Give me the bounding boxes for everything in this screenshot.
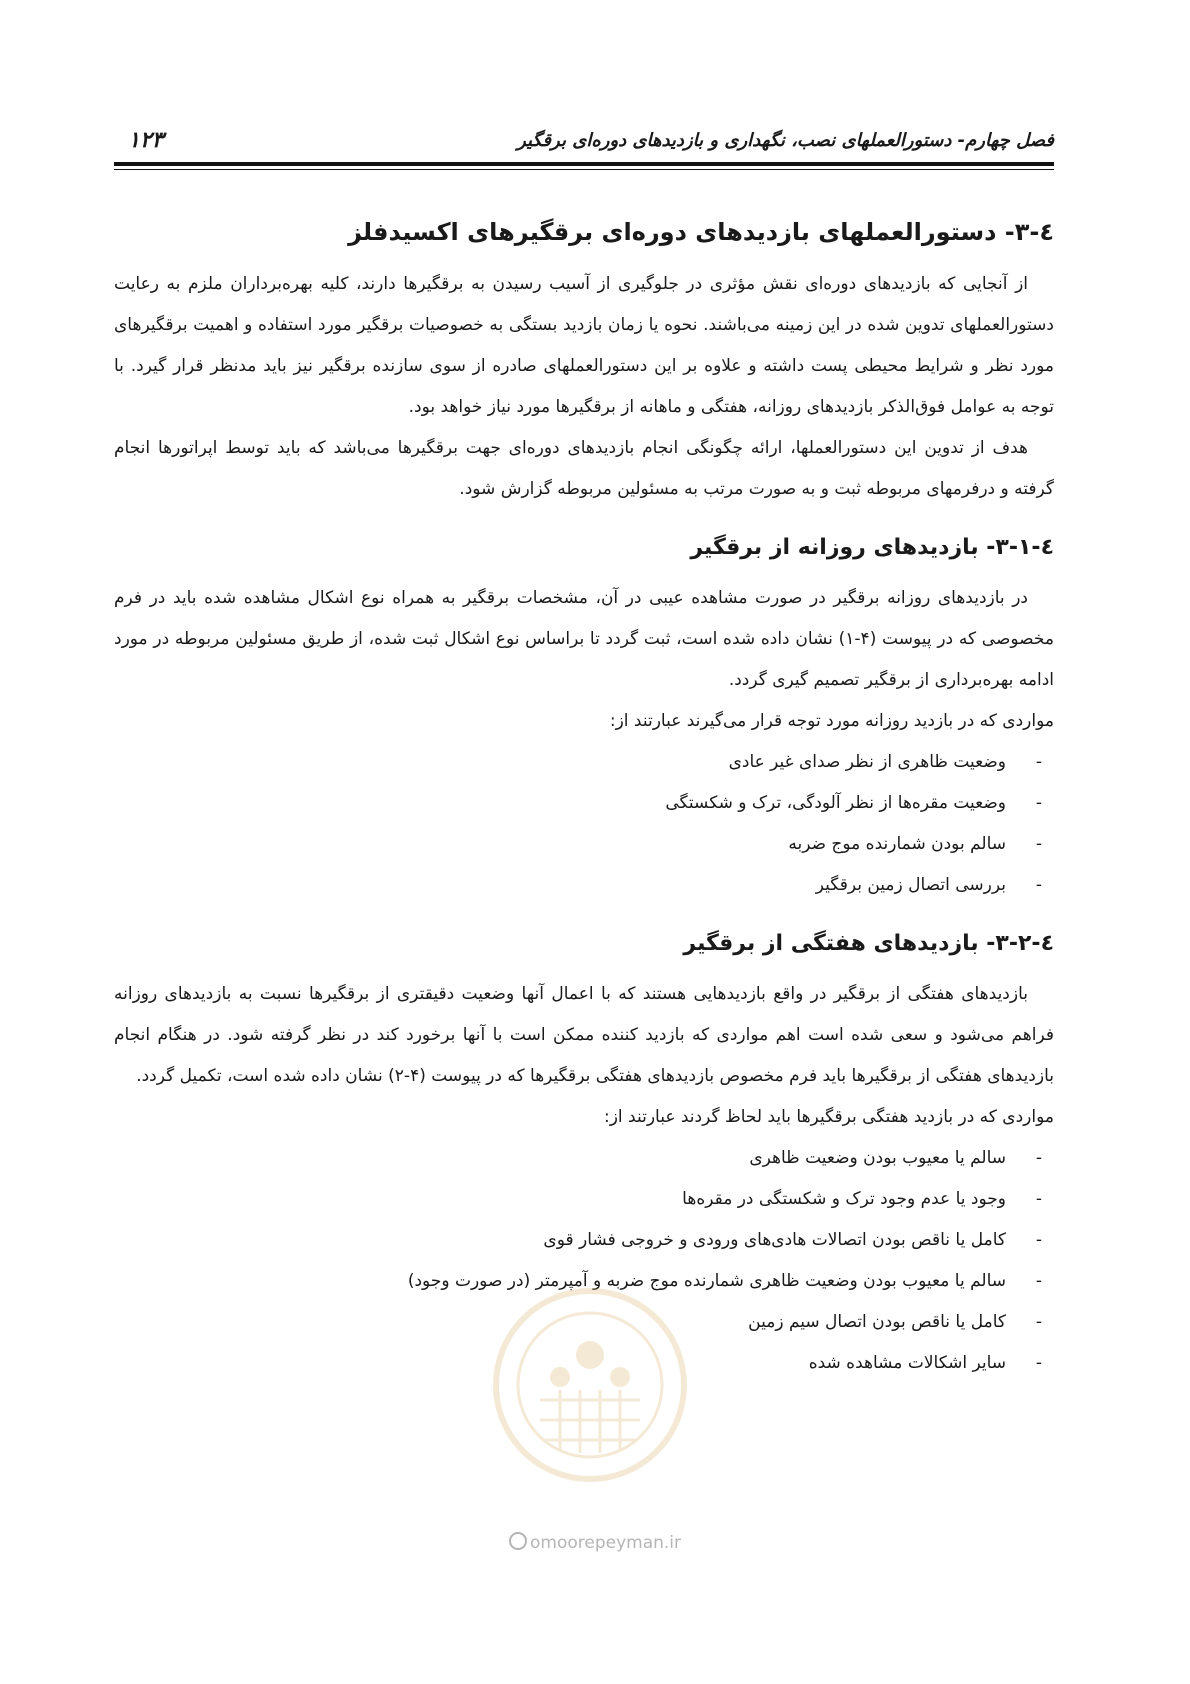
- daily-heading: ٤-۳-۱- بازدیدهای روزانه از برقگیر: [690, 535, 1054, 560]
- list-item: - سالم یا معیوب بودن وضعیت ظاهری: [114, 1138, 1054, 1179]
- daily-intro: مواردی که در بازدید روزانه مورد توجه قرار می‌گیرند عبارتند از:: [609, 711, 1054, 731]
- page-header: [114, 122, 1054, 162]
- daily-list: [114, 742, 1054, 906]
- list-item: - وضعیت ظاهری از نظر صدای غیر عادی: [114, 742, 1054, 783]
- header-rule-thick: [114, 162, 1054, 166]
- list-item: - سالم یا معیوب بودن وضعیت ظاهری شمارنده موج ضربه و آمپرمتر (در صورت وجود): [114, 1261, 1054, 1302]
- page-number: ۱۲۳: [128, 128, 164, 153]
- list-item: - وجود یا عدم وجود ترک و شکستگی در مقره‌ها: [114, 1179, 1054, 1220]
- list-item: - سالم بودن شمارنده موج ضربه: [114, 824, 1054, 865]
- weekly-intro: مواردی که در بازدید هفتگی برقگیرها باید لحاظ گردند عبارتند از:: [603, 1107, 1054, 1127]
- weekly-list: [114, 1138, 1054, 1384]
- header-rule-thin: [114, 169, 1054, 170]
- weekly-heading: ٤-۳-۲- بازدیدهای هفتگی از برقگیر: [683, 931, 1054, 956]
- list-item: - سایر اشکالات مشاهده شده: [114, 1343, 1054, 1384]
- daily-paragraph: در بازدیدهای روزانه برقگیر در صورت مشاهده عیبی در آن، مشخصات برقگیر به همراه نوع اشکال مشاهده شده باید در فرم مخصوصی که در پیوست (۴-۱) نشان داده شده است، ثبت گردد تا براساس نوع اشکال ثبت شده، از طریق مسئولین مربوطه در مورد ادامه بهره‌برداری از برقگیر تصمیم گیری گردد.: [114, 588, 1054, 690]
- list-item: - کامل یا ناقص بودن اتصالات هادی‌های ورودی و خروجی فشار قوی: [114, 1220, 1054, 1261]
- section-paragraph-2: هدف از تدوین این دستورالعملها، ارائه چگونگی انجام بازدیدهای دوره‌ای جهت برقگیرها می‌باشد که باید توسط اپراتورها انجام گرفته و درفرمهای مربوطه ثبت و به صورت مرتب به مسئولین مربوطه گزارش شود.: [114, 438, 1054, 499]
- weekly-paragraph: بازدیدهای هفتگی از برقگیر در واقع بازدیدهایی هستند که با اعمال آنها وضعیت دقیقتری از برقگیرها نسبت به بازدیدهای روزانه فراهم می‌شود و سعی شده است اهم مواردی که بازدید کننده ممکن است با آنها برخورد کند در نظر گرفته شود. در هنگام انجام بازدیدهای هفتگی از برقگیرها باید فرم مخصوص بازدیدهای هفتگی برقگیرها که در پیوست (۴-۲) نشان داده شده است، تکمیل گردد.: [114, 984, 1054, 1086]
- list-item: - وضعیت مقره‌ها از نظر آلودگی، ترک و شکستگی: [114, 783, 1054, 824]
- watermark-url: omoorepeyman.ir: [0, 1532, 1190, 1553]
- section-paragraph-1: از آنجایی که بازدیدهای دوره‌ای نقش مؤثری در جلوگیری از آسیب رسیدن به برقگیرها دارند، کلیه بهره‌برداران ملزم به رعایت دستورالعملهای تدوین شده در این زمینه می‌باشند. نحوه یا زمان بازدید بستگی به خصوصیات برقگیر مورد استفاده و اهمیت برقگیرهای مورد نظر و شرایط محیطی پست داشته و علاوه بر این دستورالعملهای صادره از سوی سازنده برقگیر نیز باید مدنظر قرار گیرد. با توجه به عوامل فوق‌الذکر بازدیدهای روزانه، هفتگی و ماهانه از برقگیرها مورد نیاز خواهد بود.: [114, 274, 1054, 417]
- list-item: - بررسی اتصال زمین برقگیر: [114, 865, 1054, 906]
- page-content: [114, 212, 1054, 1384]
- list-item: - کامل یا ناقص بودن اتصال سیم زمین: [114, 1302, 1054, 1343]
- chapter-title: فصل چهارم- دستورالعملهای نصب، نگهداری و بازدیدهای دوره‌ای برقگیر: [517, 130, 1054, 151]
- section-heading: ٤-۳- دستورالعملهای بازدیدهای دوره‌ای برقگیرهای اکسیدفلز: [348, 218, 1054, 246]
- at-icon: [509, 1532, 527, 1550]
